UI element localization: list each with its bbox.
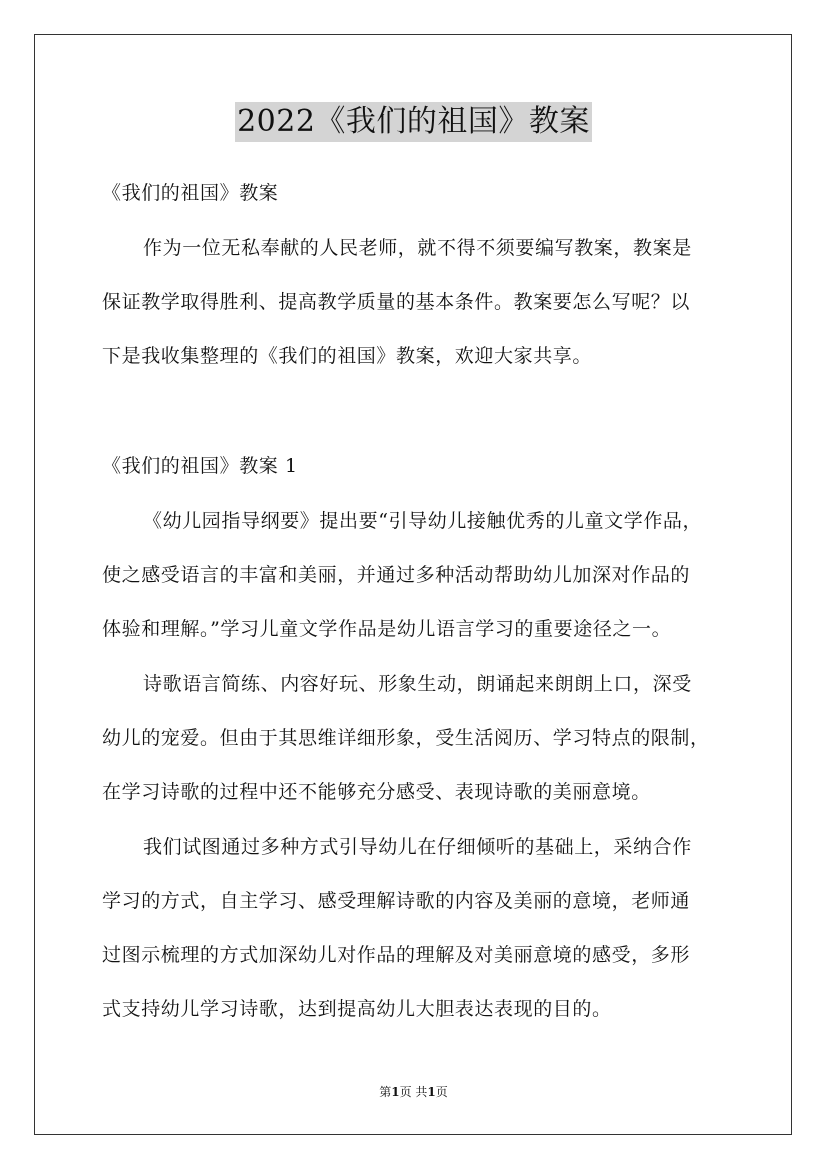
para1-line-3: 体验和理解。”学习儿童文学作品是幼儿语言学习的重要途径之一。 (102, 618, 672, 640)
para3-line-4: 式支持幼儿学习诗歌，达到提高幼儿大胆表达表现的目的。 (102, 998, 612, 1020)
title-container (0, 102, 827, 142)
footer-suffix: 页 (435, 1085, 448, 1099)
para3-line-1: 我们试图通过多种方式引导幼儿在仔细倾听的基础上，采纳合作 (143, 836, 692, 858)
footer-page-current: 1 (391, 1085, 400, 1099)
footer-page-total: 1 (427, 1085, 436, 1099)
document-title: 2022《我们的祖国》教案 (235, 102, 592, 142)
page-footer (0, 1084, 827, 1100)
document-subtitle: 《我们的祖国》教案 (102, 182, 279, 204)
intro-line-1: 作为一位无私奉献的人民老师，就不得不须要编写教案，教案是 (143, 237, 692, 259)
intro-line-2: 保证教学取得胜利、提高教学质量的基本条件。教案要怎么写呢？以 (102, 291, 691, 313)
para1-line-2: 使之感受语言的丰富和美丽，并通过多种活动帮助幼儿加深对作品的 (102, 564, 691, 586)
para3-line-3: 过图示梳理的方式加深幼儿对作品的理解及对美丽意境的感受，多形 (102, 944, 691, 966)
para2-line-3: 在学习诗歌的过程中还不能够充分感受、表现诗歌的美丽意境。 (102, 781, 651, 803)
section-heading: 《我们的祖国》教案 1 (102, 455, 298, 477)
para1-line-1: 《幼儿园指导纲要》提出要“引导幼儿接触优秀的儿童文学作品， (143, 510, 703, 532)
footer-mid: 页 共 (399, 1085, 428, 1099)
para3-line-2: 学习的方式，自主学习、感受理解诗歌的内容及美丽的意境，老师通 (102, 890, 691, 912)
para2-line-1: 诗歌语言简练、内容好玩、形象生动，朗诵起来朗朗上口，深受 (143, 673, 692, 695)
footer-prefix: 第 (379, 1085, 392, 1099)
para2-line-2: 幼儿的宠爱。但由于其思维详细形象，受生活阅历、学习特点的限制， (102, 727, 710, 749)
intro-line-3: 下是我收集整理的《我们的祖国》教案，欢迎大家共享。 (102, 345, 593, 367)
